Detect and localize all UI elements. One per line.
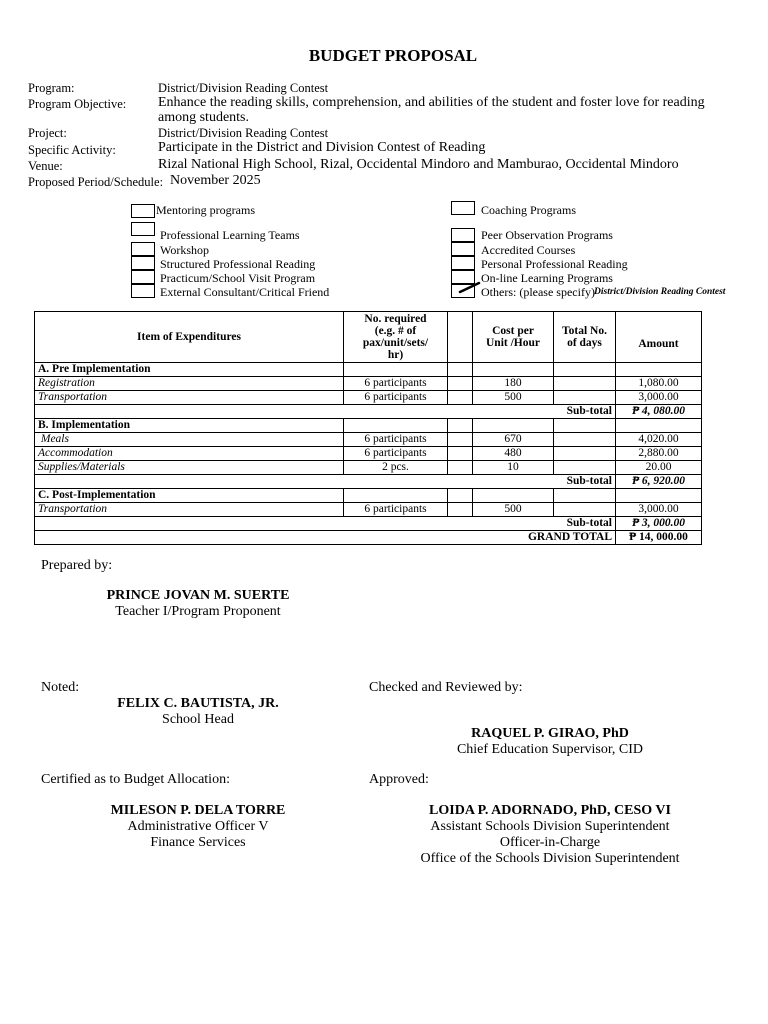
- amount-cell: 3,000.00: [616, 391, 702, 405]
- checkbox-practicum[interactable]: [131, 270, 155, 284]
- checkbox-accredited-courses[interactable]: [451, 242, 475, 256]
- grand-total-row: [35, 531, 702, 545]
- checkbox-coaching[interactable]: [451, 201, 475, 215]
- header-required-line-3: pax/unit/sets/: [362, 337, 429, 349]
- certified-name: MILESON P. DELA TORRE: [110, 803, 286, 818]
- section-row: [35, 489, 702, 503]
- subtotal-label: Sub-total: [35, 517, 616, 531]
- check-mark-icon: [458, 280, 482, 294]
- amount-cell: 4,020.00: [616, 433, 702, 447]
- program-value: District/Division Reading Contest: [158, 81, 329, 95]
- document-title: BUDGET PROPOSAL: [308, 46, 478, 65]
- section-row: [35, 419, 702, 433]
- table-row: [35, 433, 702, 447]
- required-cell: 6 participants: [344, 391, 448, 405]
- checkbox-label-professional-learning: Professional Learning Teams: [160, 228, 300, 242]
- certified-block: [60, 803, 336, 851]
- section-title: A. Pre Implementation: [35, 363, 344, 377]
- grand-total-label: GRAND TOTAL: [35, 531, 616, 545]
- section-row: [35, 363, 702, 377]
- checkbox-label-external-consultant: External Consultant/Critical Friend: [160, 285, 330, 299]
- venue-value: Rizal National High School, Rizal, Occidental Mindoro and Mamburao, Occidental Mindoro: [158, 157, 679, 172]
- budget-table: [34, 311, 702, 545]
- subtotal-value: ₱ 4, 080.00: [616, 405, 702, 419]
- checkbox-personal-reading[interactable]: [451, 256, 475, 270]
- amount-cell: 3,000.00: [616, 503, 702, 517]
- days-cell: [554, 503, 616, 517]
- item-cell: Meals: [35, 433, 344, 447]
- activity-value: Participate in the District and Division Contest of Reading: [158, 140, 486, 155]
- checkbox-mentoring[interactable]: [131, 204, 155, 218]
- noted-block: [60, 696, 336, 728]
- table-row: [35, 377, 702, 391]
- prepared-by-block: [60, 588, 336, 620]
- item-cell: Registration: [35, 377, 344, 391]
- header-cost-line-1: Cost per: [492, 325, 534, 337]
- cost-cell: 500: [473, 503, 554, 517]
- days-cell: [554, 377, 616, 391]
- header-required-line-4: hr): [387, 349, 404, 361]
- period-label: Proposed Period/Schedule:: [28, 175, 164, 189]
- checkbox-external-consultant[interactable]: [131, 284, 155, 298]
- checked-title: Chief Education Supervisor, CID: [456, 742, 644, 757]
- project-label: Project:: [28, 126, 67, 140]
- table-header-row: [35, 312, 702, 363]
- checked-block: [400, 726, 700, 758]
- prepared-by-name: PRINCE JOVAN M. SUERTE: [106, 588, 290, 603]
- subtotal-row: [35, 405, 702, 419]
- activity-label: Specific Activity:: [28, 143, 116, 157]
- checkbox-label-mentoring: Mentoring programs: [156, 203, 255, 217]
- header-days-line-2: of days: [567, 337, 602, 349]
- checkbox-label-peer-observation: Peer Observation Programs: [481, 228, 613, 242]
- days-cell: [554, 461, 616, 475]
- venue-label: Venue:: [28, 159, 63, 173]
- cost-cell: 480: [473, 447, 554, 461]
- prepared-by-title: Teacher I/Program Proponent: [115, 604, 281, 619]
- amount-cell: 1,080.00: [616, 377, 702, 391]
- cost-cell: 500: [473, 391, 554, 405]
- checkbox-label-personal-reading: Personal Professional Reading: [481, 257, 628, 271]
- subtotal-label: Sub-total: [35, 475, 616, 489]
- checked-name: RAQUEL P. GIRAO, PhD: [471, 726, 629, 741]
- subtotal-row: [35, 517, 702, 531]
- days-cell: [554, 391, 616, 405]
- table-row: [35, 391, 702, 405]
- required-cell: 6 participants: [344, 433, 448, 447]
- item-cell: Accommodation: [35, 447, 344, 461]
- checked-label: Checked and Reviewed by:: [369, 680, 523, 695]
- required-cell: 2 pcs.: [344, 461, 448, 475]
- header-required-line-1: No. required: [364, 313, 427, 325]
- subtotal-row: [35, 475, 702, 489]
- section-title: C. Post-Implementation: [35, 489, 344, 503]
- amount-cell: 20.00: [616, 461, 702, 475]
- checkbox-label-coaching: Coaching Programs: [481, 203, 576, 217]
- objective-line-2: among students.: [158, 110, 249, 125]
- cost-cell: 670: [473, 433, 554, 447]
- approved-title-2: Officer-in-Charge: [499, 835, 601, 850]
- objective-label: Program Objective:: [28, 97, 127, 111]
- header-required: [344, 312, 448, 363]
- prepared-by-label: Prepared by:: [41, 558, 113, 573]
- approved-title-3: Office of the Schools Division Superintendent: [420, 851, 680, 866]
- table-row: [35, 503, 702, 517]
- header-cost: [473, 312, 554, 363]
- project-value: District/Division Reading Contest: [158, 126, 329, 140]
- days-cell: [554, 447, 616, 461]
- checkbox-label-practicum: Practicum/School Visit Program: [160, 271, 316, 285]
- cost-cell: 180: [473, 377, 554, 391]
- checkbox-workshop[interactable]: [131, 242, 155, 256]
- item-cell: Transportation: [35, 503, 344, 517]
- header-required-line-2: (e.g. # of: [374, 325, 417, 337]
- item-cell: Transportation: [35, 391, 344, 405]
- certified-title-2: Finance Services: [150, 835, 246, 850]
- certified-label: Certified as to Budget Allocation:: [41, 772, 230, 787]
- item-cell: Supplies/Materials: [35, 461, 344, 475]
- noted-label: Noted:: [41, 680, 80, 695]
- approved-title-1: Assistant Schools Division Superintendent: [430, 819, 670, 834]
- table-row: [35, 461, 702, 475]
- header-days-line-1: Total No.: [562, 325, 607, 337]
- header-item: Item of Expenditures: [35, 312, 344, 363]
- section-title: B. Implementation: [35, 419, 344, 433]
- required-cell: 6 participants: [344, 503, 448, 517]
- header-blank: [448, 312, 473, 363]
- required-cell: 6 participants: [344, 447, 448, 461]
- checkbox-label-structured-reading: Structured Professional Reading: [160, 257, 316, 271]
- checkbox-structured-reading[interactable]: [131, 256, 155, 270]
- grand-total-value: ₱ 14, 000.00: [616, 531, 702, 545]
- subtotal-value: ₱ 3, 000.00: [616, 517, 702, 531]
- others-specify-value: District/Division Reading Contest: [594, 287, 726, 297]
- approved-block: [390, 803, 710, 867]
- subtotal-label: Sub-total: [35, 405, 616, 419]
- certified-title-1: Administrative Officer V: [127, 819, 269, 834]
- table-row: [35, 447, 702, 461]
- objective-line-1: Enhance the reading skills, comprehension, and abilities of the student and foster love for reading: [158, 95, 705, 110]
- program-label: Program:: [28, 81, 75, 95]
- approved-name: LOIDA P. ADORNADO, PhD, CESO VI: [429, 803, 671, 818]
- approved-label: Approved:: [369, 772, 429, 787]
- checkbox-label-accredited-courses: Accredited Courses: [481, 243, 576, 257]
- checkbox-peer-observation[interactable]: [451, 228, 475, 242]
- cost-cell: 10: [473, 461, 554, 475]
- checkbox-label-workshop: Workshop: [160, 243, 210, 257]
- header-days: [554, 312, 616, 363]
- period-value: November 2025: [170, 173, 261, 188]
- header-cost-line-2: Unit /Hour: [486, 337, 540, 349]
- required-cell: 6 participants: [344, 377, 448, 391]
- header-amount: Amount: [616, 312, 702, 363]
- subtotal-value: ₱ 6, 920.00: [616, 475, 702, 489]
- amount-cell: 2,880.00: [616, 447, 702, 461]
- days-cell: [554, 433, 616, 447]
- noted-name: FELIX C. BAUTISTA, JR.: [117, 696, 279, 711]
- checkbox-professional-learning[interactable]: [131, 222, 155, 236]
- checkbox-label-others: Others: (please specify): [481, 285, 595, 299]
- checkbox-label-online-learning: On-line Learning Programs: [481, 271, 613, 285]
- noted-title: School Head: [162, 712, 234, 727]
